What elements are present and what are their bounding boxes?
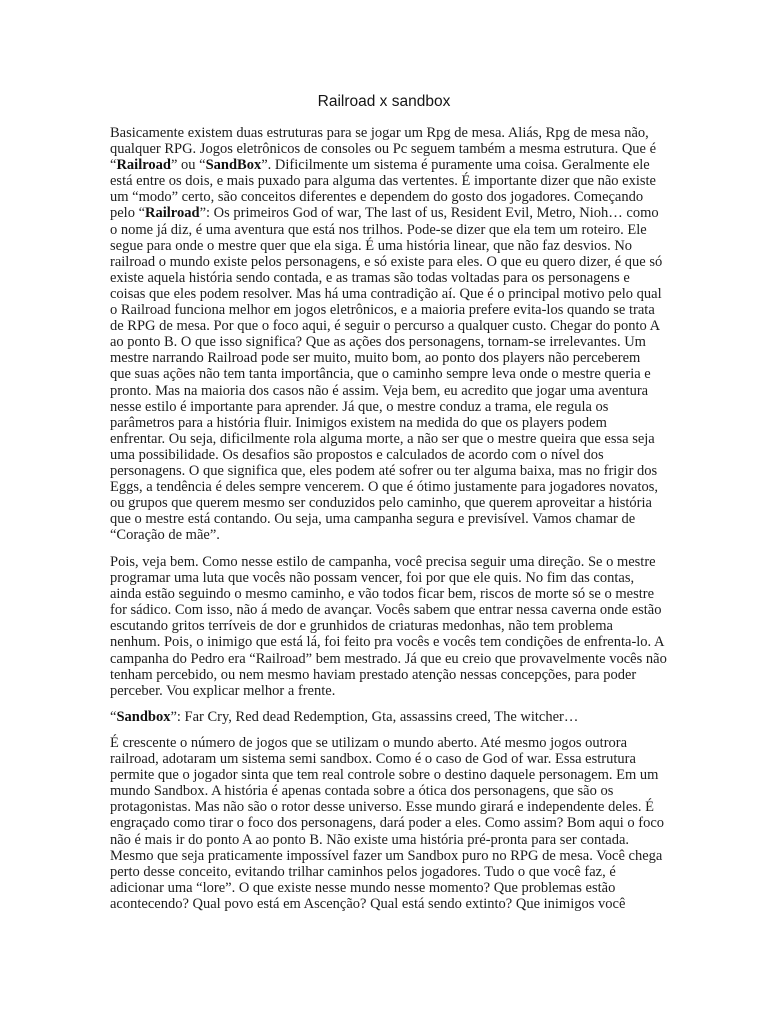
text-line: tenham percebido, ou nem mesmo haviam prestado atenção nessas concepções, para poder (110, 666, 637, 683)
text-line: for sádico. Com isso, não á medo de avançar. Vocês sabem que entrar nessa caverna onde estão (110, 602, 662, 619)
text-line: não é mais ir do ponto A ao ponto B. Não existe uma história pré-pronta para ser contada. (110, 831, 630, 848)
text-line: perceber. Vou explicar melhor a frente. (110, 682, 336, 699)
text-line: ao ponto B. O que isso significa? Que as ações dos personagens, tornam-se irrelevantes. Um (110, 334, 646, 351)
text-line: nenhum. Pois, o inimigo que está lá, foi feito pra vocês e vocês tem condições de enfrenta-lo. A (110, 634, 665, 651)
text-line: railroad o mundo existe pelos personagens, e só existe para eles. O que eu quero dizer, é que só (110, 253, 663, 270)
document-title: Railroad x sandbox (317, 93, 451, 110)
text-line: Basicamente existem duas estruturas para se jogar um Rpg de mesa. Aliás, Rpg de mesa não, (110, 125, 649, 141)
text-line: mestre narrando Railroad pode ser muito, muito bom, ao ponto dos players não perceberem (110, 350, 641, 367)
text-line: railroad, adotaram um sistema semi sandbox. Como é o caso de God of war. Essa estrutura (110, 751, 636, 768)
text-line: adicionar uma “lore”. O que existe nesse mundo nesse momento? Que problemas estão (110, 879, 616, 896)
text-line: perto desse conceito, evitando trilhar caminhos pelos jogadores. Tudo o que você faz, é (110, 863, 616, 880)
text-segment: ”. Dificilmente um sistema é puramente uma coisa. Geralmente ele (261, 157, 650, 174)
bold-term: Railroad (116, 157, 171, 174)
text-line: mundo Sandbox. A história é apenas contada sobre a ótica dos personagens, que são os (110, 783, 614, 800)
paragraph-intro-railroad (110, 125, 670, 543)
text-line: Pois, veja bem. Como nesse estilo de campanha, você precisa seguir uma direção. Se o mestre (110, 554, 656, 570)
text-segment: “ (110, 709, 117, 725)
text-line: permite que o jogador sinta que tem real controle sobre o destino daquele personagem. Em um (110, 767, 659, 784)
text-line: o Railroad funciona melhor em jogos eletrônicos, e a maioria prefere evita-los quando se trata (110, 302, 655, 319)
paragraph-sandbox-body (110, 735, 670, 912)
text-line: enfrentar. Ou seja, dificilmente rola alguma morte, a não ser que o mestre queira que essa seja (110, 430, 655, 447)
text-line: segue para onde o mestre quer que ela siga. É uma história linear, que não faz desvios. No (110, 237, 633, 254)
paragraph-railroad-campaign (110, 554, 670, 699)
text-line: acontecendo? Qual povo está em Ascenção? Qual está sendo extinto? Que inimigos você (110, 895, 626, 912)
text-line: qualquer RPG. Jogos eletrônicos de consoles ou Pc seguem também a mesma estrutura. Que é (110, 141, 657, 158)
text-segment: “ (110, 157, 117, 174)
bold-term: Sandbox (116, 709, 171, 725)
bold-term: Railroad (145, 205, 200, 222)
text-segment: pelo “ (110, 205, 146, 222)
text-line: de RPG de mesa. Por que o foco aqui, é seguir o percurso a qualquer custo. Chegar do ponto A (110, 318, 661, 335)
text-line: um “modo” certo, são conceitos diferentes e dependem do gosto dos jogadores. Começando (110, 189, 644, 206)
text-line: protagonistas. Mas não são o rotor desse universo. Esse mundo girará e independente deles. É (110, 799, 655, 816)
text-line: ou grupos que querem mesmo ser conduzidos pelo caminho, que querem aproveitar a história (110, 495, 652, 512)
text-line: existe aquela história sendo contada, e as tramas são todas voltadas para os personagens e (110, 269, 630, 286)
text-line: está entre os dois, e mais puxado para alguma das vertentes. É importante dizer que não existe (110, 173, 656, 190)
text-line: o nome já diz, é uma aventura que está nos trilhos. Pode-se dizer que ela tem um roteiro. Ele (110, 221, 647, 238)
text-segment: ”: Far Cry, Red dead Redemption, Gta, assassins creed, The witcher… (170, 709, 579, 725)
text-line: programar uma luta que vocês não possam vencer, foi por que ele quis. No fim das contas, (110, 570, 635, 587)
paragraph-sandbox-heading (110, 709, 670, 725)
text-line: pronto. Mas na maioria dos casos não é assim. Veja bem, eu acredito que jogar uma aventura (110, 382, 649, 399)
text-line: uma possibilidade. Os desafios são propostos e calculados de acordo com o nível dos (110, 446, 604, 463)
text-segment: ”: Os primeiros God of war, The last of us, Resident Evil, Metro, Nioh… como (199, 205, 659, 222)
text-line (110, 205, 670, 221)
text-line: “Coração de mãe”. (110, 527, 220, 544)
text-line: nesse estilo é importante para aprender. Já que, o mestre conduz a trama, ele regula os (110, 398, 609, 415)
text-line: É crescente o número de jogos que se utilizam o mundo aberto. Até mesmo jogos outrora (110, 735, 628, 751)
text-line: Mesmo que seja praticamente impossível fazer um Sandbox puro no RPG de mesa. Você chega (110, 847, 663, 864)
text-line: coisas que eles podem resolver. Mas há uma contradição aí. Que é o principal motivo pelo qual (110, 285, 662, 302)
text-line: ainda estão seguindo o mesmo caminho, e vão todos ficar bem, riscos de morte só se o mestre (110, 586, 655, 603)
text-line (110, 709, 670, 725)
text-line: campanha do Pedro era “Railroad” bem mestrado. Já que eu creio que provavelmente vocês não (110, 650, 667, 667)
bold-term: SandBox (205, 157, 262, 174)
text-line: engraçado como tirar o foco dos personagens, dará poder a eles. Como assim? Bom aqui o foco (110, 815, 665, 832)
text-line: personagens. O que significa que, eles podem até sofrer ou ter alguma baixa, mas no frigir dos (110, 462, 658, 479)
text-line: parâmetros para a história fluir. Inimigos existem na medida do que os players podem (110, 414, 607, 431)
text-line: que suas ações não tem tanta importância, que o caminho sempre leva onde o mestre queria e (110, 366, 651, 383)
text-line: que o mestre está contando. Ou seja, uma campanha segura e previsível. Vamos chamar de (110, 511, 636, 528)
text-line: Eggs, a tendência é deles sempre vencerem. O que é ótimo justamente para jogadores novatos, (110, 479, 658, 496)
text-segment: ” ou “ (170, 157, 206, 174)
text-line (110, 157, 670, 173)
text-line: escutando gritos terríveis de dor e grunhidos de criaturas medonhas, não tem problema (110, 618, 613, 635)
